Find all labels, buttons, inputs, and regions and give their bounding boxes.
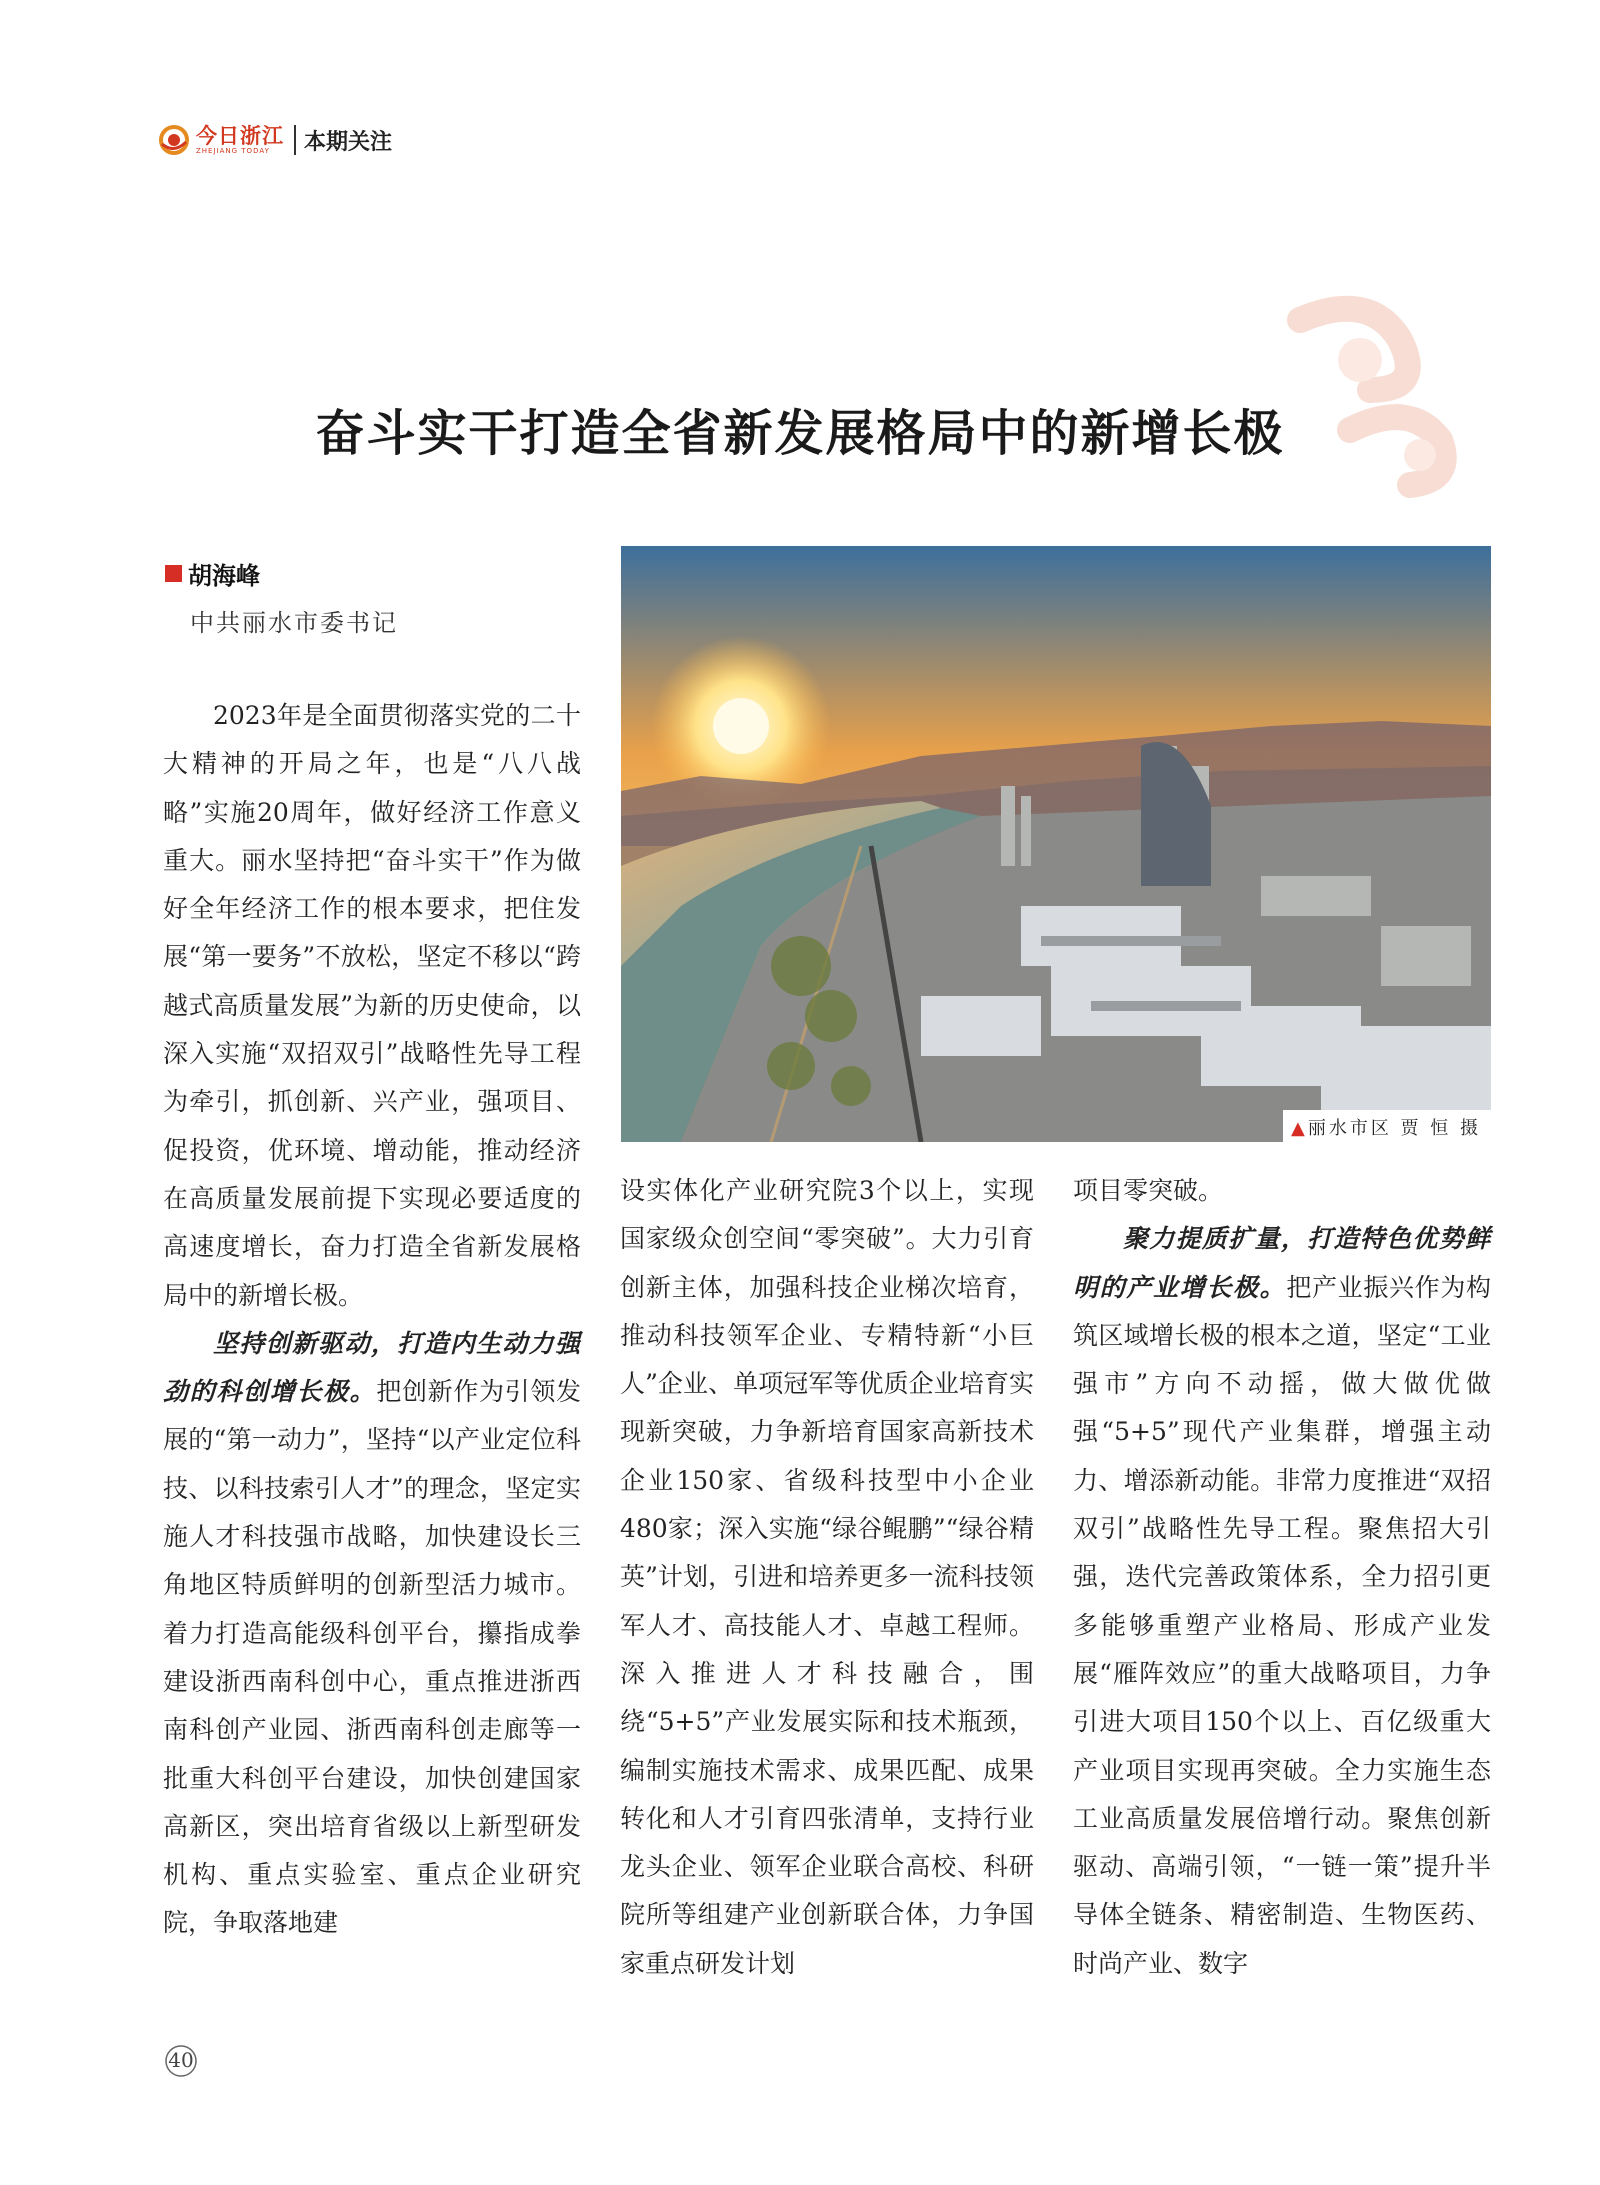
section-lead: 坚持创新驱动，打造内生动力强劲的科创增长极。	[163, 1328, 581, 1407]
city-photo	[621, 546, 1491, 1142]
author-line	[165, 556, 260, 591]
article-column-2	[620, 1167, 1034, 1988]
logo-chinese: 今日浙江	[196, 123, 284, 148]
photo-caption	[1283, 1110, 1491, 1142]
section-label: 本期关注	[304, 129, 393, 155]
author-name: 胡海峰	[188, 562, 260, 590]
zhejiang-today-logo-icon	[158, 124, 190, 156]
header-divider	[294, 125, 296, 155]
decorative-cloud-icon	[1240, 280, 1480, 500]
city-sunset-image	[621, 546, 1491, 1142]
paragraph	[163, 1320, 581, 1948]
article-column-3	[1073, 1167, 1491, 1988]
masthead	[158, 118, 392, 162]
author-role: 中共丽水市委书记	[190, 609, 398, 637]
section-lead: 聚力提质扩量，打造特色优势鲜明的产业增长极。	[1073, 1224, 1491, 1302]
paragraph: 设实体化产业研究院3个以上，实现国家级众创空间“零突破”。大力引育创新主体，加强科技企业梯次培育，推动科技领军企业、专精特新“小巨人”企业、单项冠军等优质企业培育实现新突破，力争新培育国家高新技术企业150家、省级科技型中小企业480家；深入实施“绿谷鲲鹏”“绿谷精英”计划，引进和培养更多一流科技领军人才、高技能人才、卓越工程师。深入推进人才科技融合，围绕“5+5”产业发展实际和技术瓶颈，编制实施技术需求、成果匹配、成果转化和人才引育四张清单，支持行业龙头企业、领军企业联合高校、科研院所等组建产业创新联合体，力争国家重点研发计划	[620, 1176, 1034, 1978]
paragraph: 项目零突破。	[1073, 1176, 1224, 1205]
paragraph-body: 把产业振兴作为构筑区域增长极的根本之道，坚定“工业强市”方向不动摇，做大做优做强“5+5”现代产业集群，增强主动力、增添新动能。非常力度推进“双招双引”战略性先导工程。聚焦招大引强，迭代完善政策体系，全力招引更多能够重塑产业格局、形成产业发展“雁阵效应”的重大战略项目，力争引进大项目150个以上、百亿级重大产业项目实现再突破。全力实施生态工业高质量发展倍增行动。聚焦创新驱动、高端引领，“一链一策”提升半导体全链条、精密制造、生物医药、时尚产业、数字	[1073, 1272, 1491, 1978]
page-number: 40	[168, 2048, 194, 2072]
logo-wordmark	[196, 125, 284, 155]
paragraph: 2023年是全面贯彻落实党的二十大精神的开局之年，也是“八八战略”实施20周年，做好经济工作意义重大。丽水坚持把“奋斗实干”作为做好全年经济工作的根本要求，把住发展“第一要务”不放松，坚定不移以“跨越式高质量发展”为新的历史使命，以深入实施“双招双引”战略性先导工程为牵引，抓创新、兴产业，强项目、促投资，优环境、增动能，推动经济在高质量发展前提下实现必要适度的高速度增长，奋力打造全省新发展格局中的新增长极。	[163, 701, 581, 1310]
author-marker	[165, 565, 182, 582]
paragraph	[1073, 1215, 1491, 1988]
paragraph-body: 把创新作为引领发展的“第一动力”，坚持“以产业定位科技、以科技索引人才”的理念，坚定实施人才科技强市战略，加快建设长三角地区特质鲜明的创新型活力城市。着力打造高能级科创平台，攥指成拳建设浙西南科创中心，重点推进浙西南科创产业园、浙西南科创走廊等一批重大科创平台建设，加快创建国家高新区，突出培育省级以上新型研发机构、重点实验室、重点企业研究院，争取落地建	[163, 1377, 581, 1938]
caption-triangle-icon: ▲	[1290, 1118, 1308, 1139]
logo-english: ZHEJIANG TODAY	[196, 147, 270, 155]
article-title: 奋斗实干打造全省新发展格局中的新增长极	[315, 403, 1285, 462]
photo-caption-text: 丽水市区 贾 恒 摄	[1307, 1118, 1481, 1139]
article-column-1	[163, 692, 581, 1948]
